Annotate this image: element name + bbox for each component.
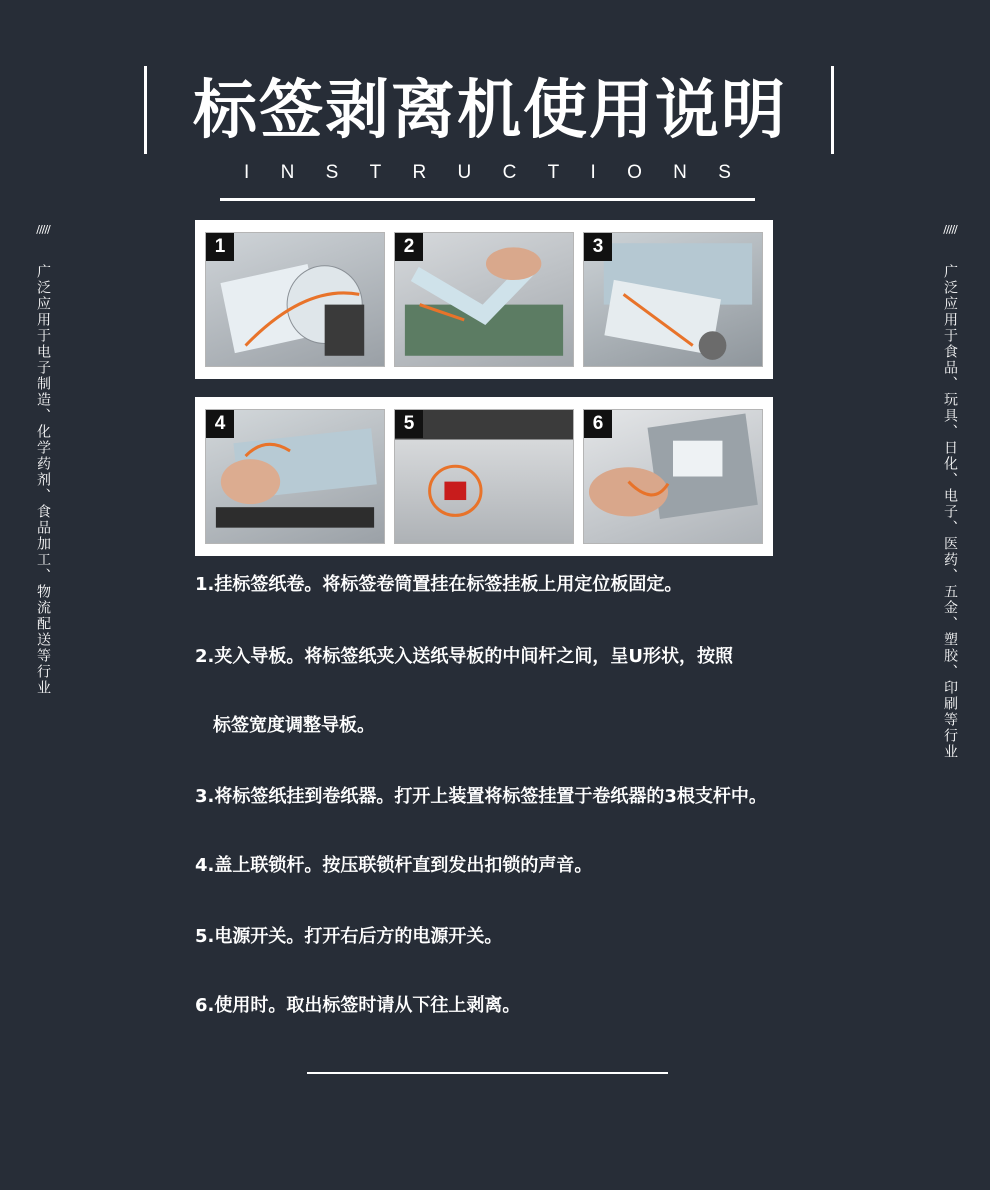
step-number-badge: 4 bbox=[206, 410, 234, 438]
subtitle-letter: T bbox=[369, 162, 382, 183]
page-title: 标签剥离机使用说明 bbox=[193, 74, 787, 148]
step-photo-5 bbox=[394, 409, 574, 544]
subtitle-letter: U bbox=[457, 162, 472, 183]
right-side-column bbox=[935, 223, 965, 760]
subtitle-letter: R bbox=[412, 162, 427, 183]
title-left-bar bbox=[144, 66, 147, 154]
subtitle-letter: N bbox=[280, 162, 295, 183]
subtitle-letter: T bbox=[547, 162, 560, 183]
left-side-column bbox=[28, 223, 58, 696]
step-photo-3 bbox=[583, 232, 763, 367]
step-photo-4 bbox=[205, 409, 385, 544]
subtitle-letter: S bbox=[718, 162, 731, 183]
step-number-badge: 1 bbox=[206, 233, 234, 261]
title-right-bar bbox=[831, 66, 834, 154]
subtitle-letter: I bbox=[244, 162, 250, 183]
right-side-text: 广泛应用于食品、玩具、日化、电子、医药、五金、塑胶、印刷等行业 bbox=[942, 264, 958, 760]
step-photo-1 bbox=[205, 232, 385, 367]
step-4-text: 4.盖上联锁杆。按压联锁杆直到发出扣锁的声音。 bbox=[195, 855, 593, 876]
step-1-text: 1.挂标签纸卷。将标签卷筒置挂在标签挂板上用定位板固定。 bbox=[195, 574, 683, 595]
right-side-deco: ///// bbox=[943, 223, 957, 236]
step-photo-6 bbox=[583, 409, 763, 544]
subtitle-letter: S bbox=[325, 162, 339, 183]
step-2-text: 2.夹入导板。将标签纸夹入送纸导板的中间杆之间，呈U形状，按照 bbox=[195, 646, 733, 667]
left-side-deco: ///// bbox=[36, 223, 50, 236]
subtitle-letter: N bbox=[673, 162, 687, 183]
subtitle-letter: I bbox=[590, 162, 596, 183]
step-number-badge: 6 bbox=[584, 410, 612, 438]
instruction-photo-strip-top bbox=[195, 220, 773, 379]
left-side-text: 广泛应用于电子制造、化学药剂、食品加工、物流配送等行业 bbox=[35, 264, 51, 696]
subtitle-letter: C bbox=[502, 162, 517, 183]
step-2-continued-text: 标签宽度调整导板。 bbox=[213, 715, 375, 736]
step-6-text: 6.使用时。取出标签时请从下往上剥离。 bbox=[195, 995, 521, 1016]
page-subtitle bbox=[220, 158, 755, 188]
instruction-photo-strip-bottom bbox=[195, 397, 773, 556]
step-5-text: 5.电源开关。打开右后方的电源开关。 bbox=[195, 926, 503, 947]
step-photo-2 bbox=[394, 232, 574, 367]
step-number-badge: 3 bbox=[584, 233, 612, 261]
subtitle-letter: O bbox=[627, 162, 642, 183]
subtitle-underline bbox=[220, 198, 755, 201]
step-number-badge: 5 bbox=[395, 410, 423, 438]
bottom-divider bbox=[307, 1072, 668, 1074]
step-number-badge: 2 bbox=[395, 233, 423, 261]
step-3-text: 3.将标签纸挂到卷纸器。打开上装置将标签挂置于卷纸器的3根支杆中。 bbox=[195, 786, 767, 807]
